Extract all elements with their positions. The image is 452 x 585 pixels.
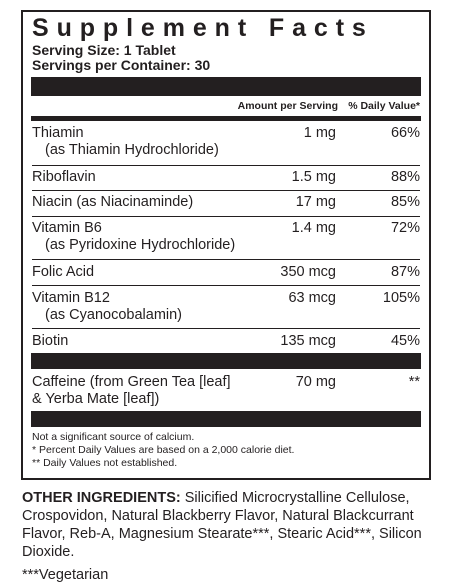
- nutrient-row: [32, 191, 420, 217]
- divider-thick: [31, 77, 421, 96]
- nutrient-name: Vitamin B6: [32, 220, 102, 236]
- nutrient-name: Riboflavin: [32, 169, 96, 185]
- nutrient-amount: 135 mcg: [280, 333, 336, 349]
- nutrient-sub: (as Cyanocobalamin): [45, 307, 183, 323]
- nutrient-dv: 45%: [390, 333, 420, 349]
- header-dv: % Daily Value*: [348, 100, 420, 112]
- footnote-calcium: Not a significant source of calcium.: [32, 431, 195, 443]
- header-amount: Amount per Serving: [237, 100, 338, 112]
- nutrient-amount: 350 mcg: [280, 264, 336, 280]
- divider-thick: [31, 353, 421, 369]
- nutrient-row: [32, 121, 420, 166]
- servings-per-container: Servings per Container: 30: [32, 57, 211, 73]
- nutrient-name: Thiamin: [32, 125, 84, 141]
- nutrient-row: [32, 217, 420, 260]
- nutrient-row: [32, 286, 420, 329]
- other-ingredients: [22, 489, 432, 561]
- serving-size: Serving Size: 1 Tablet: [32, 42, 176, 58]
- nutrient-dv: 87%: [390, 264, 420, 280]
- nutrient-dv: 66%: [390, 125, 420, 141]
- nutrient-row: [32, 166, 420, 191]
- nutrient-name: Folic Acid: [32, 264, 95, 280]
- caffeine-name: Caffeine (from Green Tea [leaf]: [32, 374, 231, 390]
- nutrient-amount: 63 mcg: [288, 290, 336, 306]
- nutrient-dv: 105%: [382, 290, 420, 306]
- caffeine-source: & Yerba Mate [leaf]): [32, 391, 160, 407]
- divider-thick: [31, 411, 421, 427]
- nutrient-sub: (as Thiamin Hydrochloride): [45, 142, 219, 158]
- footnotes: [32, 427, 420, 470]
- nutrient-name: Vitamin B12: [32, 290, 110, 306]
- nutrient-amount: 1.4 mg: [291, 220, 336, 236]
- other-ingredients-heading: OTHER INGREDIENTS:: [22, 490, 181, 506]
- nutrient-dv: 88%: [390, 169, 420, 185]
- nutrient-name: Niacin (as Niacinaminde): [32, 194, 194, 210]
- supplement-facts-panel: [21, 10, 431, 480]
- nutrient-row: [32, 329, 420, 353]
- caffeine-amount: 70 mg: [295, 374, 336, 390]
- caffeine-dv: **: [408, 374, 420, 390]
- panel-title: Supplement Facts: [32, 14, 374, 42]
- footnote-dv-basis: * Percent Daily Values are based on a 2,000 calorie diet.: [32, 444, 295, 456]
- column-header: [32, 96, 420, 116]
- nutrient-amount: 1 mg: [303, 125, 336, 141]
- nutrient-dv: 72%: [390, 220, 420, 236]
- nutrient-dv: 85%: [390, 194, 420, 210]
- nutrient-amount: 1.5 mg: [291, 169, 336, 185]
- nutrient-name: Biotin: [32, 333, 69, 349]
- footnote-dv-not-established: ** Daily Values not established.: [32, 457, 178, 469]
- nutrient-row: [32, 260, 420, 286]
- other-ingredients-text: Silicified Microcrystalline Cellulose, Crospovidon, Natural Blackberry Flavor, Natural Blackcurrant Flavor, Reb-A, Magnesium Stearate***, Stearic Acid***, Silicon Dioxide.: [22, 490, 422, 560]
- caffeine-row: [32, 369, 420, 407]
- nutrient-sub: (as Pyridoxine Hydrochloride): [45, 237, 236, 253]
- vegetarian-footnote: ***Vegetarian: [22, 567, 109, 583]
- nutrient-amount: 17 mg: [295, 194, 336, 210]
